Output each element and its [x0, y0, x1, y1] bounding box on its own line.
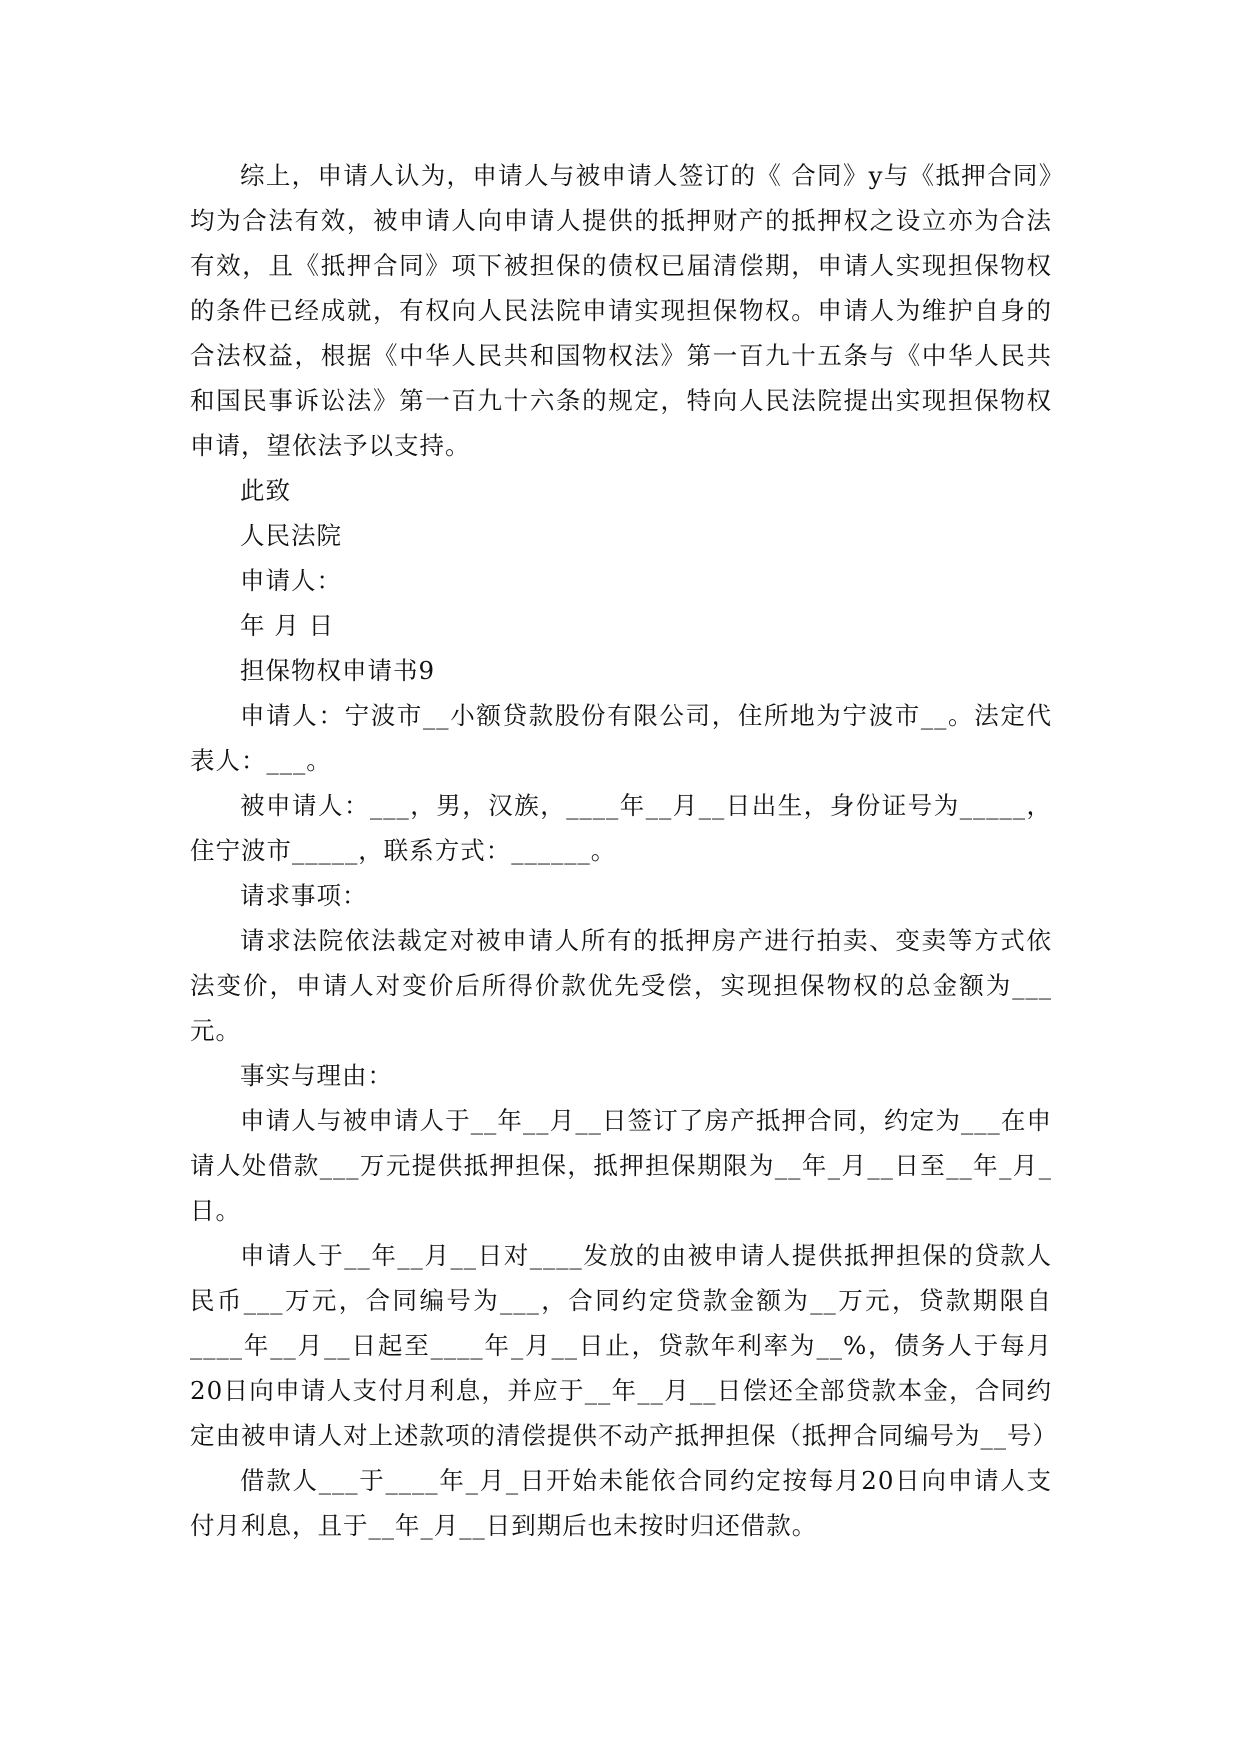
respondent-info-paragraph: 被申请人：___，男，汉族，____年__月__日出生，身份证号为_____，住宁波市_____，联系方式：______。 [190, 791, 1052, 865]
applicant-info-paragraph: 申请人：宁波市__小额贷款股份有限公司，住所地为宁波市__。法定代表人：___。 [190, 701, 1052, 775]
salutation-line: 此致 [240, 476, 291, 505]
facts-heading: 事实与理由： [240, 1061, 393, 1090]
document-body [190, 153, 1058, 1548]
requests-heading: 请求事项： [240, 881, 368, 910]
requests-paragraph: 请求法院依法裁定对被申请人所有的抵押房产进行拍卖、变卖等方式依法变价，申请人对变价后所得价款优先受偿，实现担保物权的总金额为___元。 [190, 926, 1052, 1045]
facts-paragraph-1: 申请人与被申请人于__年__月__日签订了房产抵押合同，约定为___在申请人处借款___万元提供抵押担保，抵押担保期限为__年_月__日至__年_月_日。 [190, 1106, 1052, 1225]
section-title: 担保物权申请书9 [240, 656, 436, 685]
court-addressee-line: 人民法院 [240, 521, 342, 550]
facts-paragraph-2: 申请人于__年__月__日对____发放的由被申请人提供抵押担保的贷款人民币___万元，合同编号为___，合同约定贷款金额为__万元，贷款期限自____年__月__日起至____年_月__日止，贷款年利率为__%，债务人于每月20日向申请人支付月利息，并应于__年__月__日偿还全部贷款本金，合同约定由被申请人对上述款项的清偿提供不动产抵押担保（抵押合同编号为__号） [190, 1241, 1058, 1450]
date-line: 年 月 日 [240, 611, 335, 640]
applicant-signature-line: 申请人： [240, 566, 342, 595]
facts-paragraph-3: 借款人___于____年_月_日开始未能依合同约定按每月20日向申请人支付月利息，且于__年_月__日到期后也未按时归还借款。 [190, 1466, 1052, 1540]
conclusion-paragraph: 综上，申请人认为，申请人与被申请人签订的《 合同》y与《抵押合同》均为合法有效，被申请人向申请人提供的抵押财产的抵押权之设立亦为合法有效，且《抵押合同》项下被担保的债权已届清偿期，申请人实现担保物权的条件已经成就，有权向人民法院申请实现担保物权。申请人为维护自身的合法权益，根据《中华人民共和国物权法》第一百九十五条与《中华人民共和国民事诉讼法》第一百九十六条的规定，特向人民法院提出实现担保物权申请，望依法予以支持。 [190, 161, 1052, 460]
